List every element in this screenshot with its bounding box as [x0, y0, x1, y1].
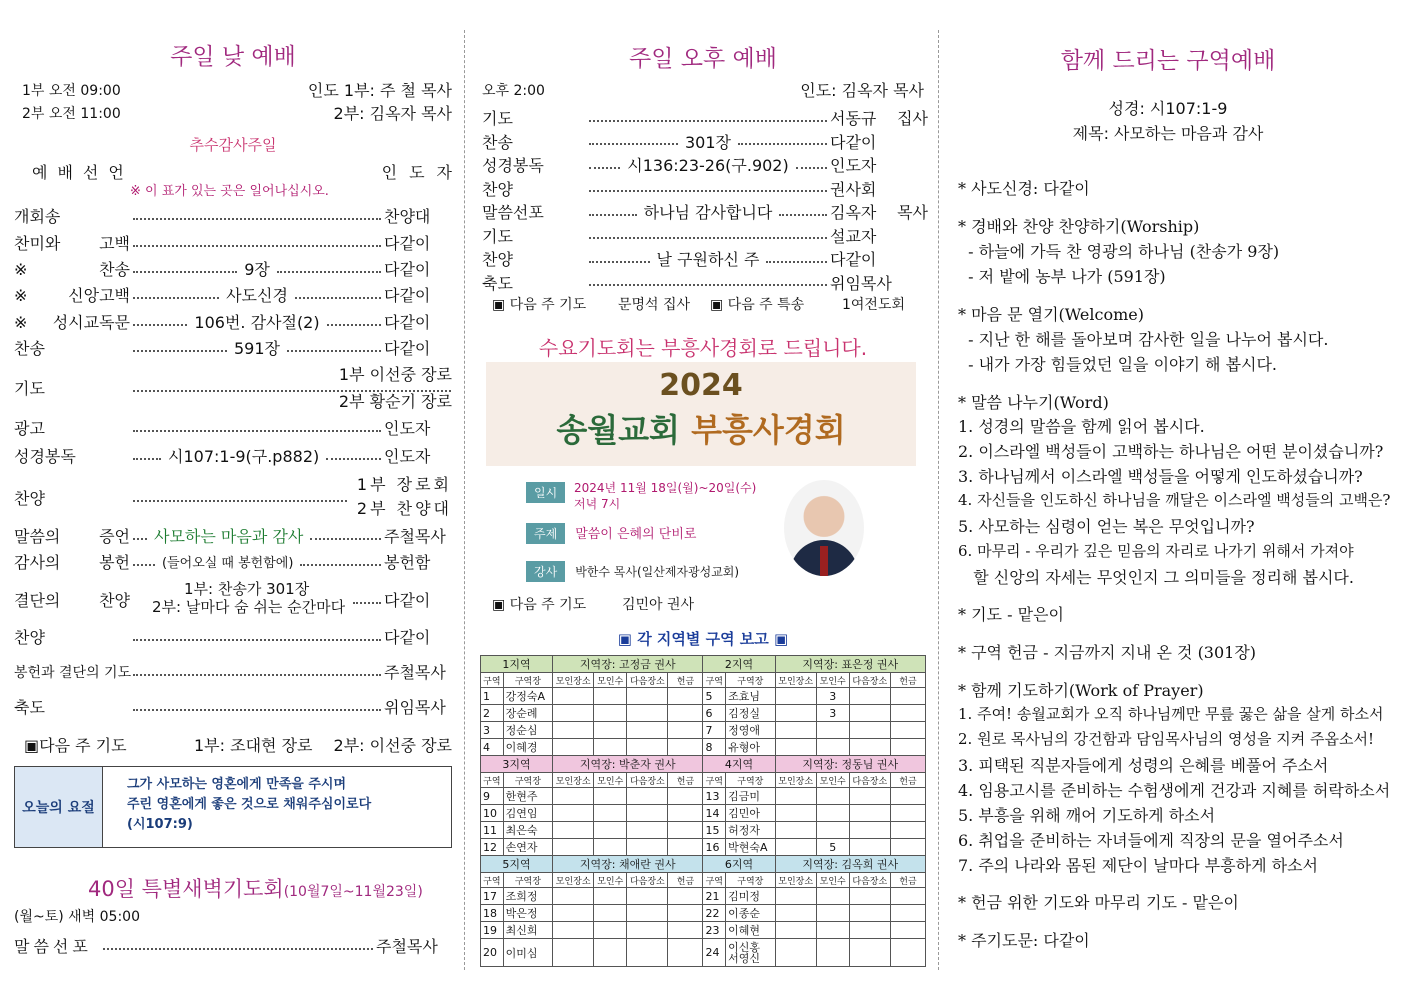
cell-worship-line: * 헌금 위한 기도와 마무리 기도 - 맡은이 — [958, 893, 1239, 912]
order-item-offering: 감사의 봉헌 (들어오실 때 봉헌함에) 봉헌함 — [14, 553, 431, 572]
order-item-benediction: 축도 위임목사 — [14, 698, 446, 717]
column-header: 구역 — [481, 773, 504, 788]
cell-leader-name: 정순심 — [503, 722, 552, 739]
cell-leader-name: 김미정 — [726, 888, 775, 905]
cell-leader-name: 이신홍 서영신 — [726, 939, 775, 967]
cell-leader-name: 박은정 — [503, 905, 552, 922]
cell-leader-name: 김연임 — [503, 805, 552, 822]
praise-group-2: 2부 찬양대 — [356, 499, 452, 518]
cell-worship-line: 5. 사모하는 심령이 얻는 복은 무엇입니까? — [958, 517, 1255, 536]
call-to-worship-label: 예배선언 — [32, 163, 134, 182]
cell-leader-name: 김정실 — [726, 705, 775, 722]
column-header: 헌금 — [668, 673, 703, 688]
order-item-label: 찬미와 고백 — [14, 234, 130, 253]
attendance-count — [594, 722, 627, 739]
attendance-count — [594, 939, 627, 967]
cell-worship-line: 4. 임용고시를 준비하는 수험생에게 건강과 지혜를 허락하소서 — [958, 781, 1391, 800]
revival-speaker — [526, 561, 739, 582]
cell-number: 18 — [481, 905, 504, 922]
cell-worship-line: - 지난 한 해를 돌아보며 감사한 일을 나누어 봅시다. — [958, 330, 1329, 349]
cell-worship-column — [948, 0, 1391, 992]
order-item-leader: 찬양대 — [384, 207, 431, 226]
attendance-count — [594, 805, 627, 822]
order-item-notice: 광고 인도자 — [14, 419, 431, 438]
order-item — [12, 231, 454, 254]
region-leader: 지역장: 표은정 권사 — [775, 656, 925, 673]
cell-leader-name: 최은숙 — [503, 822, 552, 839]
prayer-leader-2: 2부 황순기 장로 — [338, 392, 452, 411]
verse-line-1: 그가 사모하는 영혼에게 만족을 주시며 — [127, 777, 347, 792]
cell-number: 15 — [703, 822, 726, 839]
afternoon-item-detail: 날 구원하신 주 — [656, 250, 760, 269]
column-header: 모인수 — [594, 873, 627, 888]
next-week-prayer-1: 1부: 조대현 장로 — [194, 736, 313, 755]
order-item-leader: 다같이 — [384, 260, 431, 279]
date-value: 2024년 11월 18일(월)~20일(수) — [574, 481, 757, 495]
order-item-sermon: 말씀의 증언 사모하는 마음과 감사 주철목사 — [14, 527, 446, 546]
cell-worship-line: 6. 취업을 준비하는 자녀들에게 직장의 문을 열어주소서 — [958, 831, 1344, 850]
cell-scripture: 성경: 시107:1-9 — [1108, 99, 1228, 118]
cell-worship-line: * 기도 - 맡은이 — [958, 605, 1064, 624]
column-header: 구역 — [703, 673, 726, 688]
column-header: 헌금 — [890, 673, 925, 688]
wednesday-notice: 수요기도회는 부흥사경회로 드립니다. — [538, 336, 868, 360]
cell-subject: 제목: 사모하는 마음과 감사 — [1072, 124, 1264, 143]
column-header: 모인장소 — [553, 873, 594, 888]
afternoon-item-label: 축도 — [482, 273, 513, 293]
column-header: 구역장 — [503, 873, 552, 888]
table-row — [481, 905, 926, 922]
region-report-title: ▣ 각 지역별 구역 보고 ▣ — [617, 630, 789, 648]
table-row — [481, 888, 926, 905]
cell-worship-line: 2. 원로 목사님의 강건함과 담임목사님의 영성을 지켜 주옵소서! — [958, 730, 1374, 748]
attendance-count — [816, 722, 849, 739]
order-item-leader: 다같이 — [384, 313, 431, 332]
cell-leader-name: 박현숙A — [726, 839, 775, 856]
attendance-count — [816, 888, 849, 905]
cell-number: 21 — [703, 888, 726, 905]
theme-value: 말씀이 은혜의 단비로 — [575, 527, 697, 542]
dawn-prayer-sermon: 말씀선포 주철목사 — [14, 937, 438, 956]
cell-worship-line: 3. 피택된 직분자들에게 성령의 은혜를 베풀어 주소서 — [958, 756, 1329, 775]
afternoon-item-label: 찬송 — [482, 132, 513, 152]
column-header: 구역장 — [503, 773, 552, 788]
region-leader: 지역장: 고정금 권사 — [553, 656, 703, 673]
order-item — [12, 204, 454, 227]
order-item — [12, 310, 454, 333]
cell-leader-name: 장순례 — [503, 705, 552, 722]
cell-number: 12 — [481, 839, 504, 856]
time-value: 저녁 7시 — [574, 497, 621, 511]
afternoon-item-detail: 시136:23-26(구.902) — [627, 156, 789, 175]
cell-leader-name: 이종순 — [726, 905, 775, 922]
order-item — [12, 257, 454, 280]
cell-worship-line: * 구역 헌금 - 지금까지 지내 온 것 (301장) — [958, 643, 1257, 662]
afternoon-service-column — [478, 0, 928, 992]
region-name: 2지역 — [703, 656, 775, 673]
cell-number: 24 — [703, 939, 726, 967]
next-week-prayer-label: ▣다음 주 기도 — [24, 736, 127, 755]
poster-year: 2024 — [659, 368, 743, 403]
cell-worship-line: 4. 자신들을 인도하신 하나님을 깨달은 이스라엘 백성들의 고백은? — [958, 491, 1391, 509]
column-header: 구역장 — [726, 873, 775, 888]
cell-worship-line: 1. 성경의 말씀을 함께 읽어 봅시다. — [958, 417, 1205, 436]
cell-leader-name: 이혜현 — [726, 922, 775, 939]
column-header: 다음장소 — [849, 873, 890, 888]
service-time-1: 1부 오전 09:00 — [22, 83, 121, 99]
afternoon-item-label: 기도 — [482, 226, 513, 246]
next-prayer2-label: ▣ 다음 주 기도 — [492, 597, 587, 613]
order-item-detail: 591장 — [234, 339, 280, 358]
column-header: 구역 — [481, 873, 504, 888]
column-header: 모인수 — [594, 673, 627, 688]
order-item — [12, 336, 454, 359]
order-item-resolve: 결단의 찬양 다같이 — [14, 591, 431, 610]
afternoon-item-leader: 다같이 — [830, 132, 877, 152]
table-row — [481, 788, 926, 805]
cell-number: 11 — [481, 822, 504, 839]
attendance-count — [594, 705, 627, 722]
attendance-count — [594, 922, 627, 939]
cell-leader-name: 유형아 — [726, 739, 775, 756]
order-item-leader: 다같이 — [384, 234, 431, 253]
afternoon-item-leader: 다같이 — [830, 250, 877, 269]
attendance-count — [816, 788, 849, 805]
cell-worship-line: 6. 마무리 - 우리가 깊은 믿음의 자리로 나가기 위해서 가져야 — [958, 542, 1354, 560]
order-item-detail: 사도신경 — [226, 286, 288, 305]
revival-theme — [526, 523, 696, 544]
cell-number: 22 — [703, 905, 726, 922]
order-item-hymn: 찬양 다같이 — [14, 628, 431, 647]
column-header: 모인장소 — [553, 673, 594, 688]
afternoon-item — [478, 153, 928, 176]
next-week-prayer-2: 2부: 이선중 장로 — [333, 736, 452, 755]
afternoon-item-leader: 김옥자 목사 — [830, 203, 929, 222]
cell-leader-name: 김민아 — [726, 805, 775, 822]
cell-worship-line: - 저 밭에 농부 나가 (591장) — [958, 267, 1166, 286]
column-header: 모인장소 — [775, 873, 816, 888]
order-item-reading: 성경봉독 시107:1-9(구.p882) 인도자 — [14, 447, 431, 466]
column-header: 헌금 — [668, 773, 703, 788]
order-item-label: ※신앙고백 — [14, 286, 130, 305]
afternoon-item — [478, 130, 928, 153]
region-name: 4지역 — [703, 756, 775, 773]
cell-leader-name: 이미심 — [503, 939, 552, 967]
table-row — [481, 705, 926, 722]
cell-worship-line: * 경배와 찬양 찬양하기(Worship) — [958, 217, 1200, 236]
column-header: 헌금 — [890, 873, 925, 888]
cell-number: 20 — [481, 939, 504, 967]
column-header: 구역장 — [503, 673, 552, 688]
cell-number: 4 — [481, 739, 504, 756]
order-item-leader: 다같이 — [384, 339, 431, 358]
service-leader-2: 2부: 김옥자 목사 — [333, 104, 452, 123]
afternoon-item — [478, 224, 928, 247]
cell-worship-line: 할 신앙의 자세는 무엇인지 그 의미들을 정리해 봅시다. — [958, 568, 1354, 587]
service-theme: 추수감사주일 — [189, 136, 277, 154]
attendance-count — [816, 939, 849, 967]
afternoon-item-leader: 위임목사 — [830, 273, 892, 293]
date-tag: 일시 — [526, 482, 565, 503]
column-divider — [938, 30, 939, 970]
order-item-label: ※성시교독문 — [14, 313, 130, 332]
order-item-detail: 9장 — [244, 260, 270, 279]
morning-service-title: 주일 낮 예배 — [170, 44, 296, 70]
afternoon-item-label: 찬양 — [482, 179, 513, 199]
service-leader-1: 인도 1부: 주 철 목사 — [307, 81, 452, 100]
attendance-count: 3 — [816, 688, 849, 705]
column-header: 모인장소 — [775, 673, 816, 688]
afternoon-item-label: 성경봉독 — [482, 156, 544, 175]
attendance-count: 5 — [816, 839, 849, 856]
cell-number: 3 — [481, 722, 504, 739]
cell-leader-name: 조희정 — [503, 888, 552, 905]
attendance-count — [816, 805, 849, 822]
afternoon-item-label: 말씀선포 — [482, 203, 544, 222]
region-name: 5지역 — [481, 856, 553, 873]
attendance-count: 3 — [816, 705, 849, 722]
attendance-count — [816, 905, 849, 922]
cell-leader-name: 강정숙A — [503, 688, 552, 705]
afternoon-service-title: 주일 오후 예배 — [629, 46, 777, 72]
column-header: 모인수 — [816, 773, 849, 788]
cell-number: 9 — [481, 788, 504, 805]
column-header: 헌금 — [668, 873, 703, 888]
table-row — [481, 822, 926, 839]
attendance-count — [594, 822, 627, 839]
order-item-leader: 다같이 — [384, 286, 431, 305]
table-row — [481, 939, 926, 967]
afternoon-item-leader: 서동규 집사 — [830, 109, 928, 128]
column-header: 구역 — [481, 673, 504, 688]
cell-leader-name: 손연자 — [503, 839, 552, 856]
attendance-count — [594, 739, 627, 756]
order-item-detail: 106번. 감사절(2) — [194, 313, 320, 332]
cell-number: 10 — [481, 805, 504, 822]
cell-number: 23 — [703, 922, 726, 939]
cell-number: 16 — [703, 839, 726, 856]
column-header: 다음장소 — [849, 673, 890, 688]
cell-worship-line: * 마음 문 열기(Welcome) — [958, 305, 1144, 324]
afternoon-item — [478, 177, 928, 200]
next-special-name: 1여전도회 — [842, 297, 906, 313]
order-item-label: 찬송 — [14, 339, 45, 358]
region-leader: 지역장: 박춘자 권사 — [553, 756, 703, 773]
resolve-hymn-2: 2부: 날마다 숨 쉬는 순간마다 — [152, 598, 346, 616]
cell-worship-line: * 주기도문: 다같이 — [958, 931, 1090, 950]
cell-number: 6 — [703, 705, 726, 722]
cell-number: 2 — [481, 705, 504, 722]
table-row — [481, 688, 926, 705]
afternoon-time: 오후 2:00 — [482, 83, 545, 99]
cell-number: 17 — [481, 888, 504, 905]
cell-worship-line: 2. 이스라엘 백성들이 고백하는 하나님은 어떤 분이셨습니까? — [958, 442, 1384, 461]
cell-number: 8 — [703, 739, 726, 756]
cell-leader-name: 조효님 — [726, 688, 775, 705]
cell-worship-line: - 하늘에 가득 찬 영광의 하나님 (찬송가 9장) — [958, 242, 1280, 261]
dawn-prayer-title: 40일 특별새벽기도회(10월7일~11월23일) — [88, 877, 423, 901]
order-item-offering-prayer: 봉헌과 결단의 기도 주철목사 — [14, 663, 446, 682]
morning-service-column — [12, 0, 464, 992]
order-item-prayer: 기도 — [12, 376, 454, 399]
speaker-photo — [784, 480, 864, 576]
cell-leader-name: 김금미 — [726, 788, 775, 805]
region-leader: 지역장: 채애란 권사 — [553, 856, 703, 873]
column-header: 구역 — [703, 873, 726, 888]
verse-of-day-box — [14, 766, 452, 848]
cell-number: 13 — [703, 788, 726, 805]
region-name: 1지역 — [481, 656, 553, 673]
cell-leader-name: 최신희 — [503, 922, 552, 939]
attendance-count — [816, 822, 849, 839]
cell-worship-line: 3. 하나님께서 이스라엘 백성들을 어떻게 인도하셨습니까? — [958, 467, 1363, 486]
region-name: 6지역 — [703, 856, 775, 873]
prayer-leader-1: 1부 이선중 장로 — [338, 365, 452, 384]
afternoon-item — [478, 247, 928, 270]
revival-poster — [486, 362, 916, 466]
order-item-label: ※찬송 — [14, 260, 130, 279]
cell-number: 19 — [481, 922, 504, 939]
service-time-2: 2부 오전 11:00 — [22, 106, 121, 122]
attendance-count — [594, 788, 627, 805]
cell-worship-line: * 함께 기도하기(Work of Prayer) — [958, 681, 1204, 700]
column-divider — [464, 30, 465, 970]
praise-group-1: 1부 장로회 — [356, 475, 452, 494]
afternoon-item-leader: 인도자 — [830, 156, 877, 175]
revival-date — [526, 482, 575, 503]
resolve-hymn-1: 1부: 찬송가 301장 — [184, 580, 310, 598]
column-header: 모인수 — [816, 873, 849, 888]
attendance-count — [594, 905, 627, 922]
region-name: 3지역 — [481, 756, 553, 773]
attendance-count — [816, 922, 849, 939]
speaker-value: 박한수 목사(일산제자광성교회) — [575, 565, 740, 579]
column-header: 모인장소 — [553, 773, 594, 788]
column-header: 다음장소 — [849, 773, 890, 788]
region-report-table — [480, 655, 926, 967]
poster-event: 부흥사경회 — [691, 411, 846, 449]
table-row — [481, 722, 926, 739]
column-header: 모인수 — [594, 773, 627, 788]
cell-leader-name: 허정자 — [726, 822, 775, 839]
column-header: 모인장소 — [775, 773, 816, 788]
cell-number: 14 — [703, 805, 726, 822]
order-item-praise: 찬양 — [12, 486, 454, 509]
cell-worship-title: 함께 드리는 구역예배 — [1060, 48, 1276, 74]
attendance-count — [594, 839, 627, 856]
afternoon-item-label: 기도 — [482, 109, 513, 128]
cell-number: 1 — [481, 688, 504, 705]
attendance-count — [594, 888, 627, 905]
column-header: 구역 — [703, 773, 726, 788]
cell-worship-line: 5. 부흥을 위해 깨어 기도하게 하소서 — [958, 806, 1216, 825]
revival-date-text — [574, 480, 756, 512]
verse-line-2: 주린 영혼에게 좋은 것으로 채워주심이로다 — [127, 797, 372, 812]
poster-church: 송월교회 — [556, 411, 680, 449]
next-special-label: ▣ 다음 주 특송 — [710, 297, 805, 313]
cell-worship-line: * 말씀 나누기(Word) — [958, 393, 1109, 412]
afternoon-leader: 인도: 김옥자 목사 — [800, 81, 924, 100]
afternoon-item — [478, 200, 928, 223]
attendance-count — [816, 739, 849, 756]
next-prayer-name: 문명석 집사 — [618, 297, 691, 313]
verse-of-day-label: 오늘의 요절 — [15, 767, 103, 847]
table-row — [481, 839, 926, 856]
afternoon-item — [478, 106, 928, 129]
column-header: 헌금 — [890, 773, 925, 788]
afternoon-item-label: 찬양 — [482, 250, 513, 269]
cell-leader-name: 한현주 — [503, 788, 552, 805]
next-prayer2-name: 김민아 권사 — [622, 597, 695, 613]
column-header: 다음장소 — [627, 873, 668, 888]
cell-number: 7 — [703, 722, 726, 739]
attendance-count — [594, 688, 627, 705]
call-to-worship-leader: 인도자 — [381, 163, 464, 182]
afternoon-item-detail: 301장 — [685, 132, 731, 152]
afternoon-item-detail: 하나님 감사합니다 — [643, 203, 773, 222]
table-row — [481, 739, 926, 756]
order-item-label: 개회송 — [14, 207, 61, 226]
order-item — [12, 283, 454, 306]
dawn-prayer-time: (월~토) 새벽 05:00 — [14, 909, 140, 925]
cell-leader-name: 이혜경 — [503, 739, 552, 756]
next-prayer-label: ▣ 다음 주 기도 — [492, 297, 587, 313]
cell-worship-line: 7. 주의 나라와 몸된 제단이 날마다 부흥하게 하소서 — [958, 856, 1318, 875]
cell-worship-line: 1. 주여! 송월교회가 오직 하나님께만 무릎 꿇은 삶을 살게 하소서 — [958, 705, 1384, 723]
column-header: 다음장소 — [627, 673, 668, 688]
theme-tag: 주제 — [526, 523, 565, 544]
region-leader: 지역장: 정동님 권사 — [775, 756, 925, 773]
column-header: 구역장 — [726, 773, 775, 788]
cell-worship-line: * 사도신경: 다같이 — [958, 179, 1090, 198]
region-leader: 지역장: 김옥희 권사 — [775, 856, 925, 873]
afternoon-item — [478, 271, 928, 294]
table-row — [481, 922, 926, 939]
cell-worship-line: - 내가 가장 힘들었던 일을 이야기 해 봅시다. — [958, 355, 1278, 374]
cell-number: 5 — [703, 688, 726, 705]
column-header: 다음장소 — [627, 773, 668, 788]
column-header: 구역장 — [726, 673, 775, 688]
stand-note: ※ 이 표가 있는 곳은 일어나십시오. — [130, 184, 329, 199]
column-header: 모인수 — [816, 673, 849, 688]
afternoon-item-leader: 권사회 — [830, 179, 877, 199]
cell-leader-name: 정영애 — [726, 722, 775, 739]
speaker-tag: 강사 — [526, 561, 565, 582]
table-row — [481, 805, 926, 822]
afternoon-item-leader: 설교자 — [830, 226, 877, 246]
verse-reference: (시107:9) — [127, 817, 193, 832]
